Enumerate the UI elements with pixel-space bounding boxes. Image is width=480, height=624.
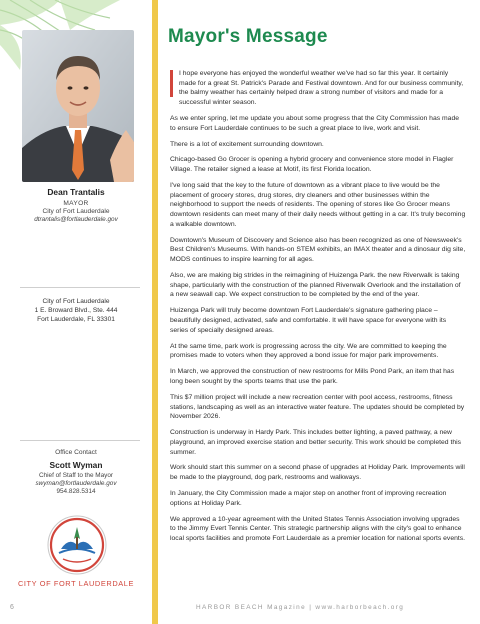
article-paragraph: This $7 million project will include a new recreation center with pool access, restrooms, fitness stations, landscaping as well as an interactive water feature. The updates should be completed by November 2026. [170, 393, 465, 421]
office-contact-email-link[interactable]: swyman@fortlauderdale.gov [35, 480, 117, 487]
article-paragraph: In March, we approved the construction of new restrooms for Mills Pond Park, an item that has long been sought by the sports teams that use the park. [170, 368, 455, 385]
article-paragraph: Downtown's Museum of Discovery and Science also has been recognized as one of Newsweek's Best Children's Museums. With hands-on STEM exhibits, an IMAX theater and a dinosaur dig site, MODS continues to inspire learning for all ages. [170, 236, 466, 264]
divider [20, 440, 140, 441]
city-seal-icon [47, 515, 107, 575]
article-paragraph: We approved a 10-year agreement with the United States Tennis Association involving upgrades to the Jimmy Evert Tennis Center. This strategic partnership aligns with the city's goal to enhance local sports facilities and promote Fort Lauderdale as a premier location for national sports events. [170, 515, 466, 543]
mayor-title: MAYOR [63, 200, 89, 207]
article-paragraph: There is a lot of excitement surrounding downtown. [170, 140, 324, 148]
office-contact [0, 449, 152, 495]
office-address [0, 297, 152, 324]
article-paragraph: Work should start this summer on a second phase of upgrades at Holiday Park. Improvements will be made to the playground, dog park, restrooms and walkways. [170, 464, 465, 482]
dropcap-bar [170, 70, 173, 97]
article-body [170, 69, 466, 550]
mayor-info [0, 187, 152, 223]
article-paragraph: Chicago-based Go Grocer is opening a hybrid grocery and convenience store model in Flagler Village. The retailer signed a lease at Motif, its first Florida location. [170, 156, 454, 174]
office-contact-name: Scott Wyman [49, 460, 103, 470]
mayor-photo [22, 30, 134, 182]
article-paragraph: Huizenga Park will truly become downtown Fort Lauderdale's signature gathering place – beautifully designed, activated, safe and comfortable. It will have space for everyone with its series of specially designed areas. [170, 307, 447, 334]
office-contact-label: Office Contact [55, 449, 97, 456]
divider [20, 287, 140, 288]
article-paragraph: At the same time, park work is progressing across the city. We are committed to keeping the promises made to voters when they approved a bond issue for major park improvements. [170, 342, 447, 360]
page-number: 6 [10, 604, 14, 611]
article-paragraph [170, 69, 466, 108]
page-title: Mayor's Message [168, 26, 328, 47]
page-footer: HARBOR BEACH Magazine | www.harborbeach.org [196, 604, 405, 611]
mayor-name: Dean Trantalis [47, 187, 105, 197]
vertical-accent-bar [152, 0, 158, 624]
paragraph-text: I hope everyone has enjoyed the wonderful weather we've had so far this year. It certainly made for a great St. Patrick's Parade and Festival downtown. And for our business community, the balmy weather has certainly helped draw a strong number of visitors and made for a successful winter season. [179, 70, 464, 107]
article-paragraph: Construction is underway in Hardy Park. This includes better lighting, a paved pathway, a new playground, an improved exercise station and better security. This work should be completed this summer. [170, 429, 462, 456]
mayor-city: City of Fort Lauderdale [42, 208, 110, 215]
article-paragraph: I've long said that the key to the future of downtown as a vibrant place to live would be the placement of grocery stores, drug stores, dry cleaners and other businesses within the neighborhood to support the needs of residents. The opening of stores like Go Grocer means downtown residents can meet many of their daily needs without getting in a car. It's truly becoming a walkable downtown. [170, 182, 466, 228]
address-line-2: 1 E. Broward Blvd., Ste. 444 [34, 307, 118, 314]
main-article [168, 0, 468, 624]
city-label: CITY OF FORT LAUDERDALE [17, 579, 135, 588]
address-line-3: Fort Lauderdale, FL 33301 [37, 316, 115, 323]
mayor-email-link[interactable]: dtrantalis@fortlauderdale.gov [34, 216, 118, 223]
article-paragraph: Also, we are making big strides in the reimagining of Huizenga Park. the new Riverwalk is taking shape, particularly with the construction of the planned Riverwalk Overlook and the installation of a new seawall cap. We expect construction to be completed by the end of the year. [170, 272, 461, 299]
article-paragraph: As we enter spring, let me update you about some progress that the City Commission has made to ensure Fort Lauderdale continues to be such a great place to live, work and visit. [170, 115, 460, 132]
address-line-1: City of Fort Lauderdale [42, 298, 110, 305]
sidebar [0, 0, 152, 624]
article-paragraph: In January, the City Commission made a major step on another front of improving recreation options at Holiday Park. [170, 490, 447, 507]
office-contact-phone[interactable]: 954.828.5314 [56, 488, 96, 495]
office-contact-title: Chief of Staff to the Mayor [38, 472, 114, 479]
